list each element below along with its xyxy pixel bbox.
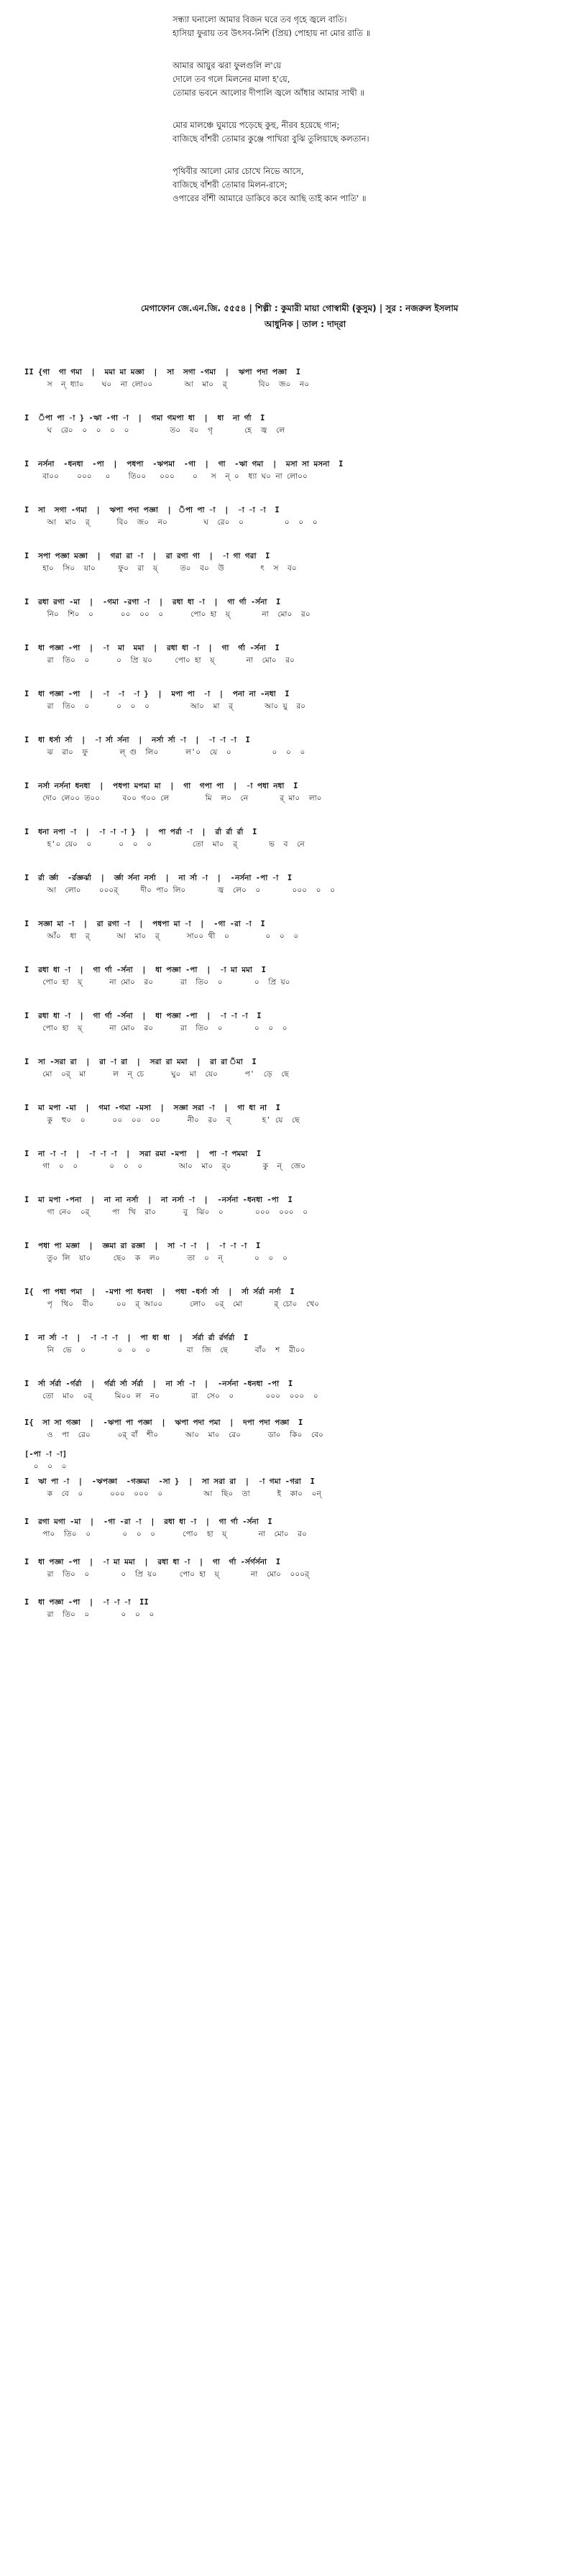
notation-block bbox=[24, 642, 556, 667]
notation-block bbox=[24, 1148, 556, 1173]
notation-block bbox=[24, 872, 556, 897]
sahitya-line: ও পা রে০ ০র্‌ বাঁ শী০ আ০ মা০ রে০ ডা০ কি০ বে০ bbox=[24, 1431, 323, 1439]
sahitya-line: আ লো০ ০০০র্‌ দী০ পা০ লি০ জ্ব লে০ ০ ০০০ ০ ০ bbox=[24, 886, 335, 895]
sahitya-line: হা০ সি০ য়া০ ফু০ রা য়্‌ ত০ ব০ উ ৎ স ব০ bbox=[24, 564, 297, 573]
lyric-line: তোমার ভবনে আলোর দীপালি জ্বলে আঁধার আমার সাথী ॥ bbox=[172, 88, 364, 98]
swara-line: I না র্সা -া | -া -া -া | পা ধা ধা | র্সর্রা র্রা র্রর্গর্রা I bbox=[24, 1334, 249, 1342]
lyric-line: বাজিছে বাঁশরী তোমার মিলন-রাসে; bbox=[172, 180, 288, 190]
notation-block bbox=[24, 688, 556, 713]
separator: | bbox=[249, 303, 252, 313]
sahitya-line: রা তি০ ০ ০ প্রি য়০ পো০ হা য়্‌ না মো০ ০০০র্‌ bbox=[47, 1570, 309, 1579]
swara-line: I র্রা র্জ্ঞা -র্রজ্ঞর্ঝা | র্জ্ঞা র্সনা নর্সা | না র্সা -া | -নর্সনা -পা -া I bbox=[24, 874, 293, 882]
genre-label: আধুনিক bbox=[264, 319, 293, 329]
notation-block bbox=[24, 1056, 556, 1081]
sahitya-line: ০ ০ ০ bbox=[24, 1462, 67, 1471]
swara-line: I রধা ধা -া | গা র্গা -র্সনা | ধা পজ্ঞা -পা | -া -া -া I bbox=[24, 1012, 262, 1020]
stanza-4 bbox=[172, 165, 546, 206]
swara-line: I ধা ধর্সা র্সা | -া র্সা র্সনা | নর্সা র্সা -া | -া -া -া I bbox=[24, 736, 250, 744]
notation-block bbox=[24, 964, 556, 989]
sahitya-line: গা নে০ ০র্‌ পা খি রা০ বু ঝি০ ০ ০০০ ০০০ ০ bbox=[24, 1208, 308, 1217]
composer-label: সুর : নজরুল ইসলাম bbox=[385, 303, 459, 313]
notation-block bbox=[24, 1010, 556, 1035]
notation-block bbox=[24, 1286, 556, 1311]
swara-line: I না -া -া | -া -া -া | সরা রমা -মপা | পা -া পমমা I bbox=[24, 1150, 262, 1158]
record-label: মেগাফোন জে.এন.জি. ৫৫৫৪ bbox=[141, 303, 247, 313]
notation-section bbox=[24, 366, 556, 1637]
lyric-line: আমার আয়ুর ঝরা ফুলগুলি ল'য়ে bbox=[172, 60, 282, 70]
notation-block bbox=[24, 734, 556, 759]
swara-line: I ধনা নপা -া | -া -া -া } | পা পর্রা -া | র্রা র্রা র্রা I bbox=[24, 828, 257, 836]
separator: | bbox=[295, 319, 300, 329]
sahitya-line: পৃ থি০ বী০ ০০ র্‌ আ০০ লো০ ০র্‌ মো র্‌ চো০ খে০ bbox=[24, 1300, 319, 1308]
notation-block bbox=[24, 550, 556, 575]
lyric-line: মোর মালঞ্চে ঘুমায়ে পড়েছে কুহু, নীরব হয়েছে গান; bbox=[172, 120, 340, 130]
notation-block bbox=[24, 1516, 556, 1541]
notation-block bbox=[24, 412, 556, 437]
swara-line: I ধা পজ্ঞা -পা | -া -া -া II bbox=[24, 1598, 149, 1607]
notation-block bbox=[24, 458, 556, 483]
swara-line: I সা -সরা রা | রা -া রা | সরা রা মমা | রা রা ঁমা I bbox=[24, 1058, 257, 1066]
sahitya-line: বা০০ ০০০ ০ তি০০ ০০০ ০ স ন্‌ ০ ধ্যা ঘ০ না লো০০ bbox=[24, 472, 308, 481]
notation-block bbox=[24, 596, 556, 621]
lyric-line: সন্ধ্যা ঘনালো আমার বিজন ঘরে তব গৃহে জ্বলে বাতি। bbox=[172, 14, 347, 24]
sahitya-line: পো০ হা য়্‌ না মো০ র০ রা তি০ ০ ০ ০ ০ bbox=[24, 1024, 288, 1033]
stanza-2 bbox=[172, 59, 546, 100]
sahitya-line: স ন্‌ ধ্যা০ ঘ০ না লো০০ আ মা০ র্‌ বি০ জ০ ন০ bbox=[24, 380, 310, 389]
notation-block bbox=[24, 1597, 556, 1621]
notation-block bbox=[24, 1332, 556, 1357]
sahitya-line: নি ভে ০ ০ ০ ০ বা জি ছে বাঁ০ শ রী০০ bbox=[24, 1346, 305, 1354]
sahitya-line: আঁ০ ধা র্‌ আ মা০ র্‌ সা০০ থী ০ ০ ০ ০ bbox=[24, 932, 299, 941]
lyric-line: পৃথিবীর আলো মোর চোখে নিভে আসে, bbox=[172, 166, 304, 176]
sahitya-line: কু হু০ ০ ০০ ০০ ০০ নী০ র০ ব্‌ হ' য়ে ছে bbox=[24, 1116, 300, 1125]
stanza-1 bbox=[172, 13, 546, 40]
swara-line: [-পা -া -া] bbox=[24, 1450, 68, 1459]
notation-block bbox=[24, 826, 556, 851]
header-row-2 bbox=[141, 316, 543, 332]
lyric-line: ওপারের বাঁশী আমারে ডাকিবে কবে আছি তাই কান পাতি' ॥ bbox=[172, 193, 367, 203]
notation-block bbox=[24, 366, 556, 391]
sahitya-line: দো০ লে০০ ত০০ ব০০ গ০০ লে মি ল০ নে র্‌ মা০ লা০ bbox=[24, 794, 322, 803]
swara-line: I ধা পজ্ঞা -পা | -া -া -া } | মপা পা -া | পনা না -নধা I bbox=[24, 690, 290, 698]
swara-line: I ঁপা পা -া } -ঋা -গা -া | গমা গমপা ধা | ধা না র্গা I bbox=[24, 414, 265, 423]
swara-line: I রধা রগা -মা | -গমা -রগা -া | রধা ধা -া | গা র্গা -র্সনা I bbox=[24, 598, 281, 606]
notation-block bbox=[24, 1476, 556, 1500]
sahitya-line: পা০ তি০ ০ ০ ০ ০ পো০ হা য়্‌ না মো০ র০ bbox=[24, 1530, 307, 1538]
lyric-line: হাসিয়া ফুরায় তব উৎসব-নিশি (প্রিয়) পোহায় না মোর রাতি ॥ bbox=[172, 28, 371, 38]
swara-line: I মা মপা -পনা | না না নর্সা | না নর্সা -া | -নর্সনা -ধনধা -পা I bbox=[24, 1196, 293, 1204]
sahitya-line: ঘ রে০ ০ ০ ০ ০ ত০ ব০ গৃ হে জ্ব লে bbox=[24, 426, 285, 435]
lyrics-section bbox=[172, 13, 546, 224]
swara-line: I নর্সনা -ধনধা -পা | পধপা -ঋপমা -গা | গা -ঋা গমা | মসা সা মসনা I bbox=[24, 460, 344, 468]
swara-line: I সা সগা -গমা | ঋপা পদা পজ্ঞা | ঁপা পা -া | -া -া -া I bbox=[24, 506, 280, 514]
song-info-header bbox=[141, 300, 543, 332]
sahitya-line: হ'০ য়ে০ ০ ০ ০ ০ তো মা০ র্‌ ভ ব নে bbox=[24, 840, 305, 849]
notation-block bbox=[24, 1240, 556, 1265]
sahitya-line: পো০ হা য়্‌ না মো০ র০ রা তি০ ০ ০ প্রি য়০ bbox=[24, 978, 290, 987]
sahitya-line: রা তি০ ০ ০ ০ ০ bbox=[24, 1610, 155, 1619]
stanza-3 bbox=[172, 119, 546, 146]
artist-label: শিল্পী : কুমারী মায়া গোস্বামী (কুসুম) bbox=[255, 303, 377, 313]
swara-line: II {গা গা গমা | মমা মা মজ্ঞা | সা সগা -গমা | ঋপা পদা পজ্ঞা I bbox=[24, 368, 301, 377]
swara-line: I মা মপা -মা | গমা -গমা -মসা | সজ্ঞা সরা -া | গা ধা না I bbox=[24, 1104, 280, 1112]
notation-block bbox=[24, 1417, 556, 1441]
swara-line: I সজ্ঞা মা -া | রা রগা -া | পধপা মা -া | -গা -রা -া I bbox=[24, 920, 265, 928]
notation-block bbox=[24, 1378, 556, 1403]
tala-label: তাল : দাদ্‌রা bbox=[302, 319, 346, 329]
notation-block bbox=[24, 504, 556, 529]
swara-line: I ধা পজ্ঞা -পা | -া মা মমা | রধা ধা -া | গা র্গা -র্সনা I bbox=[24, 644, 280, 652]
swara-line: I ধা পজ্ঞা -পা | -া মা মমা | রধা ধা -া | গা র্গা -র্সর্গর্সনা I bbox=[24, 1558, 281, 1566]
notation-block bbox=[24, 1102, 556, 1127]
sahitya-line: মো ০র্‌ মা ল ন্‌ চে ঘু০ মা য়ে০ প' ড়ে ছে bbox=[24, 1070, 289, 1079]
sahitya-line: রা তি০ ০ ০ ০ ০ আ০ মা র্‌ আ০ য়ু র০ bbox=[24, 702, 305, 711]
swara-line: I{ সা সা গজ্ঞা | -ঋপা পা পজ্ঞা | ঋপা পদা পমা | দপা পদা পজ্ঞা I bbox=[24, 1418, 303, 1427]
notation-block bbox=[24, 1449, 556, 1473]
sahitya-line: তু০ লি য়া০ ছে০ ক ল০ তা ০ ন্‌ ০ ০ ০ bbox=[24, 1254, 288, 1262]
sahitya-line: আ মা০ র্‌ বি০ জ০ ন০ ঘ রে০ ০ ০ ০ ০ bbox=[24, 518, 318, 527]
swara-line: I রধা ধা -া | গা র্গা -র্সনা | ধা পজ্ঞা -পা | -া মা মমা I bbox=[24, 966, 266, 974]
swara-line: I পধা পা মজ্ঞা | জ্ঞমা রা রজ্ঞা | সা -া -া | -া -া -া I bbox=[24, 1242, 261, 1250]
swara-line: I সপা পজ্ঞা মজ্ঞা | গরা রা -া | রা রগা গা | -া গা গরা I bbox=[24, 552, 270, 560]
swara-line: I র্সা র্সর্রা -র্গর্রা | র্গর্রা র্সা র্সর্রা | না র্সা -া | -নর্সনা -ধনধা -পা I bbox=[24, 1380, 293, 1388]
notation-block bbox=[24, 1556, 556, 1581]
lyric-line: দোলে তব গলে মিলনের মালা হ'য়ে, bbox=[172, 74, 290, 84]
sahitya-line: ক বে ০ ০০০ ০০০ ০ আ ছি০ তা ই কা০ ০ন্‌ bbox=[47, 1490, 321, 1498]
swara-line: I নর্সা নর্সনা ধনধা | পধপা মপমা মা | গা গপা পা | -া পধা নধা I bbox=[24, 782, 298, 790]
swara-line: I রগা মগা -মা | -গা -রা -া | রধা ধা -া | গা র্গা -র্সনা I bbox=[24, 1518, 272, 1526]
swara-line: I{ পা পধা পমা | -মপা পা ধনধা | পধা -ধর্সা র্সা | র্সা র্সর্রা নর্সা I bbox=[24, 1288, 295, 1296]
notation-block bbox=[24, 918, 556, 943]
swara-line: I ঋা পা -া | -ঋপজ্ঞা -গজ্ঞমা -সা } | সা সরা রা | -া গমা -গরা I bbox=[24, 1477, 315, 1486]
sahitya-line: গা ০ ০ ০ ০ ০ আ০ মা০ র্‌০ কু ন্‌ জে০ bbox=[24, 1162, 306, 1171]
header-row-1 bbox=[141, 300, 543, 316]
sahitya-line: রা তি০ ০ ০ প্রি য়০ পো০ হা য়্‌ না মো০ র০ bbox=[24, 656, 295, 665]
sahitya-line: নি০ শি০ ০ ০০ ০০ ০ পো০ হা য়্‌ না মো০ র০ bbox=[24, 610, 310, 619]
separator: | bbox=[379, 303, 383, 313]
notation-block bbox=[24, 780, 556, 805]
lyric-line: বাজিছে বাঁশরী তোমার কুঞ্জে পাখিরা বুঝি তুলিয়াছে কলতান। bbox=[172, 134, 369, 144]
sahitya-line: ঝ রা০ ফু ল্‌ গু লি০ ল'০ য়ে ০ ০ ০ ০ bbox=[24, 748, 305, 757]
sahitya-line: তো মা০ ০র্‌ মি০০ ল ন০ রা সে০ ০ ০০০ ০০০ ০ bbox=[24, 1392, 318, 1400]
notation-block bbox=[24, 1194, 556, 1219]
